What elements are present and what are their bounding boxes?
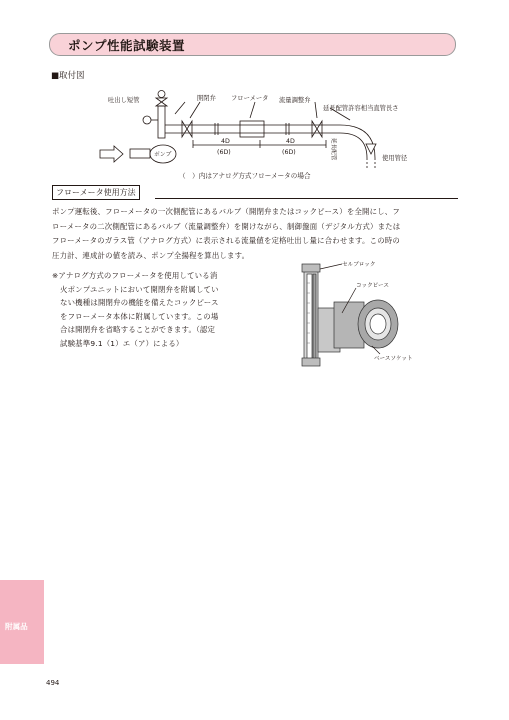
diagram-label-extension: 延長配管許容相当直管長さ	[323, 105, 399, 112]
usage-line: ローメータの二次側配管にあるバルブ（流量調整弁）を開けながら、制御盤面（デジタル方式）または	[52, 221, 401, 231]
photo-label-cell-block: セルブロック	[342, 262, 376, 268]
note-line: ※アナログ方式のフローメータを使用している消	[52, 271, 218, 280]
note-line: をフローメータ本体に附属しています。この場	[60, 311, 219, 321]
valve-handle-icon	[158, 91, 165, 98]
flow-adjust-valve-icon	[312, 121, 322, 137]
side-tab-label: 附属品	[5, 622, 28, 631]
side-tab	[0, 580, 44, 664]
photo-label-base-socket: ベースソケット	[374, 356, 413, 362]
open-close-valve-icon	[182, 121, 192, 137]
usage-heading-rule	[155, 198, 458, 199]
note-line: ない機種は開閉弁の機能を備えたコックピース	[60, 298, 219, 307]
diagram-caption: （ ）内はアナログ方式フローメータの場合	[179, 172, 311, 180]
pressure-gauge-icon	[143, 116, 151, 124]
section-heading-label: ■取付図	[51, 71, 85, 81]
photo-label-cock-piece: コックピース	[356, 283, 389, 289]
usage-line: 圧力計、連成計の値を読み、ポンプ全揚程を算出します。	[52, 250, 250, 260]
cell-block	[302, 264, 320, 272]
note-line: 合は開閉弁を省略することができます。（認定	[60, 325, 216, 334]
flowmeter-body	[240, 121, 264, 137]
page-number: 494	[46, 679, 60, 687]
diagram-label-discharge: 吐出し短管	[108, 97, 140, 104]
usage-line: フローメータのガラス管（アナログ方式）に表示される流量値を定格吐出し量に合わせます。この時の	[52, 236, 400, 245]
dimension-2-main: 4D	[286, 138, 295, 145]
inlet-arrow-icon	[100, 146, 123, 162]
usage-paragraph	[52, 205, 458, 263]
dimension-2-paren: (6D)	[282, 149, 296, 156]
analog-note	[52, 269, 267, 350]
dimension-1-main: 4D	[221, 138, 230, 145]
diagram-label-flowmeter: フローメータ	[231, 95, 269, 102]
discharge-pipe	[158, 106, 165, 138]
usage-line: ポンプ運転後、フローメータの一次側配管にあるバルブ（開閉弁またはコックピース）を全開にし、フ	[52, 207, 400, 216]
page-title-bar	[49, 33, 456, 56]
diagram-label-use-pipe: 使用管径	[382, 155, 408, 162]
diagram-label-valve: 開閉弁	[197, 95, 216, 102]
flowmeter-photo	[290, 258, 430, 370]
diagram-label-pump: ポンプ	[154, 152, 172, 158]
top-valve-icon	[156, 98, 167, 106]
section-heading	[51, 69, 85, 81]
diagram-label-flow-adjust: 流量調整弁	[279, 97, 311, 104]
usage-heading: フローメータ使用方法	[52, 185, 140, 200]
page-title: ポンプ性能試験装置	[68, 38, 186, 53]
note-line: 火ポンプユニットにおいて開閉弁を附属してい	[60, 284, 219, 294]
note-line: 試験基準9.1（1）エ（ア）による）	[60, 338, 184, 348]
dimension-1-paren: (6D)	[217, 149, 231, 156]
diagram-label-extension-vertical: 延長配管	[330, 138, 336, 161]
